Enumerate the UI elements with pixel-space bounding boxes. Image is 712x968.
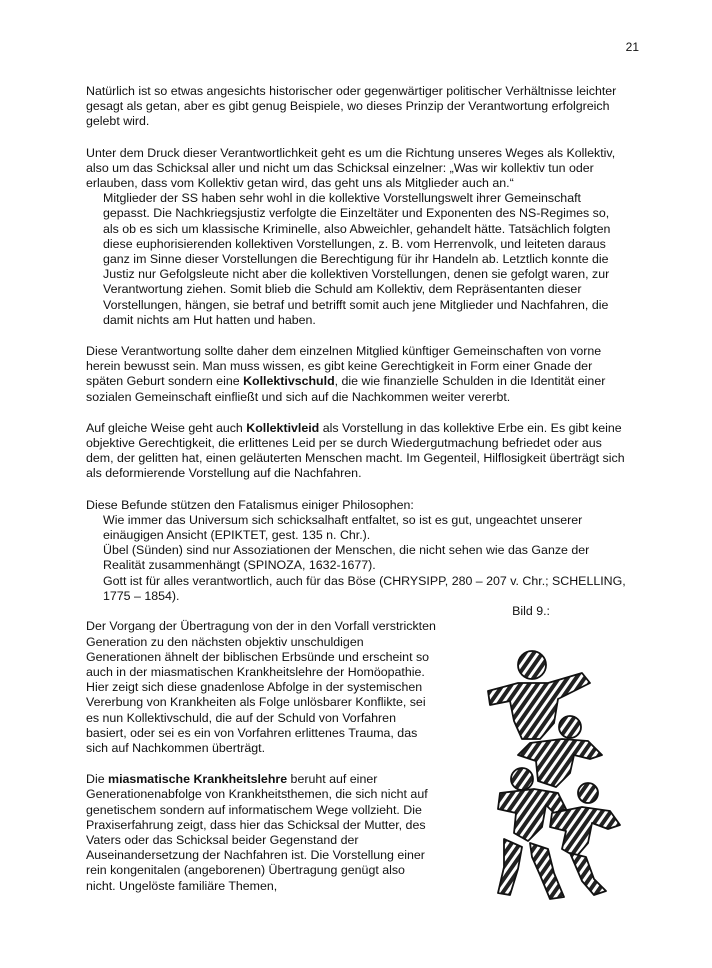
paragraph-7 (86, 772, 436, 894)
paragraph-7-text: Die (86, 772, 109, 787)
paragraph-5 (86, 498, 626, 604)
philosopher-quotes (86, 513, 626, 604)
quote-epiktet: Wie immer das Universum sich schicksalhaft entfaltet, so ist es gut, ungeachtet unserer einäugigen Ansicht (EPIKTET, gest. 135 n. Chr.). (103, 512, 583, 543)
paragraph-3 (86, 344, 626, 405)
term-kollektivschuld: Kollektivschuld (243, 374, 335, 389)
paragraph-2: Unter dem Druck dieser Verantwortlichkeit geht es um die Richtung unseres Weges als Kollektiv, also um das Schicksal aller und nicht um das Schicksal einzelner: „Was wir kollektiv tun oder erlauben, dass vom Kollektiv getan wird, das geht uns als Mitglieder auch an.“ (86, 145, 616, 191)
quote-spinoza: Übel (Sünden) sind nur Assoziationen der Menschen, die nicht sehen wie das Ganze der Realität zusammenhängt (SPINOZA, 1632-1677). (103, 543, 590, 573)
paragraph-7-text-end: beruht auf einer Generationenabfolge von Krankheitsthemen, die sich nicht auf genetischem sondern auf informatischem Wege vollzieht. Die Praxiserfahrung zeigt, dass hier das Schicksal der Mutter, des Vaters oder das Schicksal beider Gegenstand der Auseinandersetzung der Nachfahren ist. Die Vorstellung einer rein kongenitalen (angeborenen) Übertragung genügt also nicht. Ungelöste familiäre Themen, (86, 772, 428, 893)
paragraph-4-text-end: als Vorstellung in das kollektive Erbe ein. Es gibt keine objektive Gerechtigkeit, die erlittenes Leid per se durch Wiedergutmachung befriedet oder aus dem, der gelitten hat, einen geläuterten Menschen macht. Im Gegenteil, Hilflosigkeit überträgt sich als deformierende Vorstellung auf die Nachfahren. (86, 420, 625, 481)
figure-section (86, 619, 626, 893)
term-kollektivleid: Kollektivleid (246, 420, 320, 435)
quote-chrysipp: Gott ist für alles verantwortlich, auch für das Böse (CHRYSIPP, 280 – 207 v. Chr.; SCHELLING, 1775 – 1854). (103, 573, 626, 603)
paragraph-4 (86, 421, 626, 482)
figure-label: Bild 9.: (512, 604, 550, 619)
term-miasmatische-krankheitslehre: miasmatische Krankheitslehre (108, 772, 288, 787)
figure-stacked-figures-illustration (470, 643, 634, 903)
page-number: 21 (625, 40, 639, 54)
paragraph-4-text: Auf gleiche Weise geht auch (86, 420, 247, 435)
paragraph-3-text: Diese Verantwortung sollte daher dem einzelnen Mitglied künftiger Gemeinschaften von vorne herein bewusst sein. Man muss wissen, es gibt keine Gerechtigkeit in Form einer Gnade der späten Geburt sondern eine (86, 344, 602, 389)
paragraph-1: Natürlich ist so etwas angesichts historischer oder gegenwärtiger politischer Verhältnisse leichter gesagt als getan, aber es gibt genug Beispiele, wo dieses Prinzip der Verantwortung erfolgreich gelebt wird. (86, 84, 617, 129)
quote-ss: Mitglieder der SS haben sehr wohl in die kollektive Vorstellungswelt ihrer Gemeinschaft gepasst. Die Nachkriegsjustiz verfolgte die Einzeltäter und Exponenten des NS-Regimes so, als ob es sich um klassische Kriminelle, also Abweichler, gehandelt hätte. Tatsächlich folgten diese euphorisierenden kollektiven Vorstellungen, z. B. vom Herrenvolk, und leiteten daraus ganz im Sinne dieser Vorstellungen die Berechtigung für ihr Handeln ab. Letztlich konnte die Justiz nur Gefolgsleute nicht aber die kollektiven Vorstellungen, denen sie gefolgt waren, zur Verantwortung ziehen. Somit blieb die Schuld am Kollektiv, dem Repräsentanten dieser Vorstellungen, hängen, sie betraf und betrifft somit auch jene Mitglieder und Nachfahren, die damit nichts am Hut hatten und haben. (103, 191, 611, 327)
paragraph-5-intro: Diese Befunde stützen den Fatalismus einiger Philosophen: (86, 497, 414, 512)
page-content (86, 84, 626, 910)
paragraph-3-text-end: , die wie finanzielle Schulden in die Identität einer sozialen Gemeinschaft einfließt und sich auf die Nachkommen weiter vererbt. (86, 374, 606, 404)
stacked-figures-drawing (470, 643, 634, 903)
paragraph-6: Der Vorgang der Übertragung von der in den Vorfall verstrickten Generation zu den nächsten objektiv unschuldigen Generationen ähnelt der biblischen Erbsünde und erscheint so auch in der miasmatischen Krankheitslehre der Homöopathie. Hier zeigt sich diese gnadenlose Abfolge in der systemischen Vererbung von Krankheiten als Folge unlösbarer Konflikte, sei es nun Kollektivschuld, die auf der Schuld von Vorfahren basiert, oder sei es ein von Vorfahren erlittenes Trauma, das sich auf Nachkommen überträgt. (86, 619, 436, 755)
